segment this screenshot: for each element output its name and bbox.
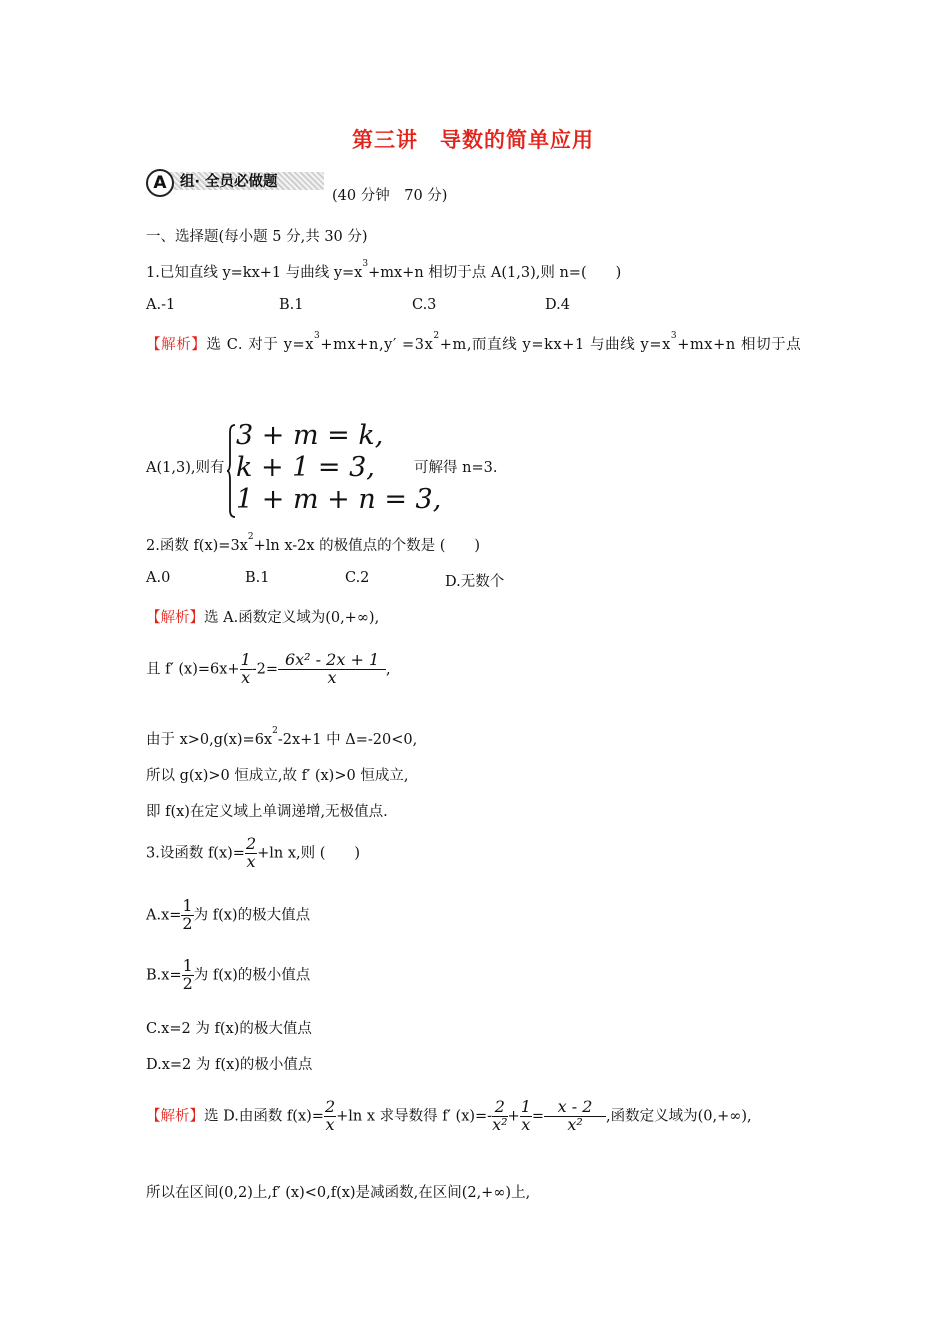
fraction: $\frac{\text{6x² - 2x + 1}}{x}$ bbox=[278, 652, 386, 687]
q1-solution-suffix: 可解得 n=3. bbox=[414, 460, 498, 476]
fraction: $\frac{2}{x}$ bbox=[324, 1097, 336, 1134]
q2-stem: 2.函数 $f(x)=3x^2+\ln$ x-2x 的极值点的个数是 ( ) bbox=[146, 532, 481, 554]
equation-1: 3 + m = k, bbox=[236, 420, 384, 451]
section-badge bbox=[146, 169, 324, 193]
q1-option-d: D.4 bbox=[545, 297, 570, 313]
badge-text: 组· 全员必做题 bbox=[180, 174, 278, 190]
fraction: $\frac{x - 2}{\text{x²}}$ bbox=[544, 1099, 606, 1134]
q2-option-b: B.1 bbox=[245, 570, 270, 586]
q2-solution-line3: 由于 $x>0,g(x)=6x^2-2x+1$ 中 Δ=-20<0, bbox=[146, 726, 418, 748]
q3-solution-line2: 所以在区间(0,2)上,f′ (x)<0,f(x)是减函数,在区间(2,+∞)上, bbox=[146, 1185, 531, 1201]
q3-option-d: D.x=2 为 f(x)的极小值点 bbox=[146, 1057, 313, 1073]
q2-solution-line2: 且 f′ (x)=6x+ $\frac{1}{x}$ -2= $\frac{\text{6x² - 2x + 1}}{x}$ , bbox=[146, 650, 391, 687]
fraction: $\frac{2}{x}$ bbox=[245, 834, 257, 871]
section-heading: 一、选择题(每小题 5 分,共 30 分) bbox=[146, 229, 368, 245]
q3-option-b: B.x= $\frac{1}{2}$ 为 f(x)的极小值点 bbox=[146, 956, 311, 993]
q2-option-d: D.无数个 bbox=[445, 574, 505, 590]
solution-label: 【解析】 bbox=[146, 610, 204, 626]
q2-solution-line4: 所以 g(x)>0 恒成立,故 f′ (x)>0 恒成立, bbox=[146, 768, 409, 784]
fraction: $\frac{1}{x}$ bbox=[240, 650, 251, 687]
q3-option-c: C.x=2 为 f(x)的极大值点 bbox=[146, 1021, 312, 1037]
equation-3: 1 + m + n = 3, bbox=[236, 484, 442, 515]
fraction: $\frac{2}{\text{x²}}$ bbox=[492, 1097, 508, 1134]
q3-solution-line1: 【解析】选 D.由函数 f(x)= $\frac{2}{x}$ +ln x 求导数得 f′ (x)=- $\frac{2}{\text{x²}}$ + $\frac{1}{x}$ = $\frac{x - 2}{\text{x²}}$ ,函数定义域为(0,+∞), bbox=[146, 1097, 752, 1134]
q3-option-a: A.x= $\frac{1}{2}$ 为 f(x)的极大值点 bbox=[146, 896, 311, 933]
q2-option-c: C.2 bbox=[345, 570, 370, 586]
q1-solution-line1: 【解析】选 C. 对于 $y=x^3+mx+n,y' =3x^2+m$,而直线 y=kx+1 与曲线 $y=x^3+mx+n$ 相切于点 bbox=[146, 331, 802, 353]
q2-option-a: A.0 bbox=[146, 570, 171, 586]
q1-option-a: A.-1 bbox=[146, 297, 176, 313]
q2-solution-line5: 即 f(x)在定义域上单调递增,无极值点. bbox=[146, 804, 388, 820]
q1-solution-prefix: A(1,3),则有 bbox=[146, 460, 225, 476]
equation-system bbox=[236, 420, 441, 516]
fraction: $\frac{1}{2}$ bbox=[182, 896, 193, 933]
equation-2: k + 1 = 3, bbox=[236, 452, 375, 483]
time-info: (40 分钟 70 分) bbox=[332, 188, 448, 204]
q3-stem: 3.设函数 f(x)= $\frac{2}{x}$ +ln x,则 ( ) bbox=[146, 834, 361, 871]
left-brace-icon bbox=[227, 424, 236, 518]
fraction: $\frac{1}{2}$ bbox=[182, 956, 193, 993]
solution-label: 【解析】 bbox=[146, 1108, 204, 1125]
q1-option-b: B.1 bbox=[279, 297, 304, 313]
q1-option-c: C.3 bbox=[412, 297, 437, 313]
badge-letter: A bbox=[146, 169, 174, 197]
fraction: $\frac{1}{x}$ bbox=[520, 1097, 531, 1134]
q1-stem: 1.已知直线 y=kx+1 与曲线 $y=x^3+mx+n$ 相切于点 A(1,3),则 n=( ) bbox=[146, 259, 622, 281]
solution-label: 【解析】 bbox=[146, 337, 207, 353]
q2-solution-line1: 【解析】选 A.函数定义域为(0,+∞), bbox=[146, 610, 380, 626]
page-title: 第三讲 导数的简单应用 bbox=[352, 128, 594, 152]
